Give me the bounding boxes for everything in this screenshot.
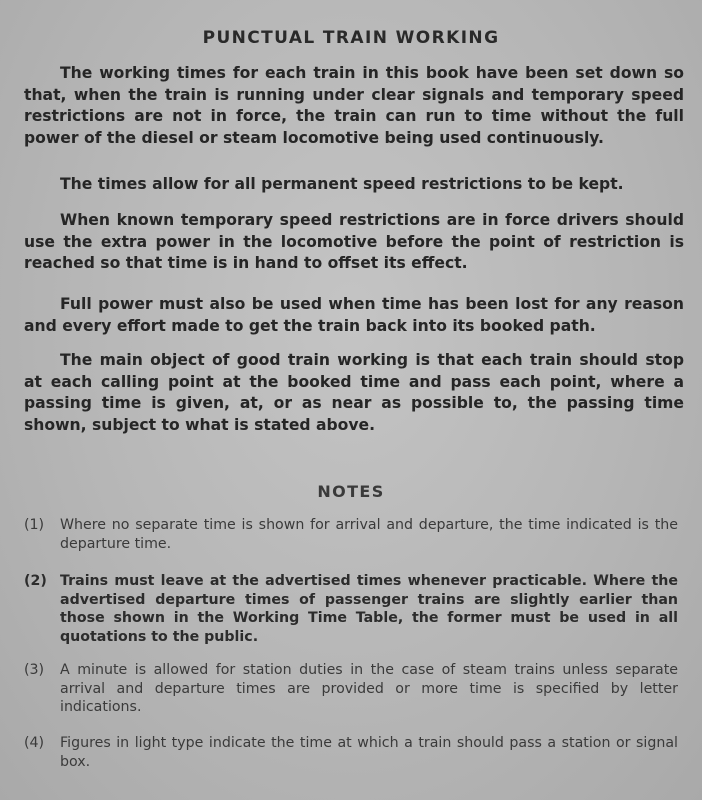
paragraph-temporary-restrictions: When known temporary speed restrictions are in force drivers should use the extra power in the locomotive before the point of restriction is reached so that time is in hand to offset its effect. [24,211,684,272]
note-text: Trains must leave at the advertised times whenever practicable. Where the advertised departure times of passenger trains are slightly earlier than those shown in the Working Time Table, the former must be used in all quotations to the public. [60,573,678,645]
note-number: (2) [24,573,47,589]
note-3 [24,661,678,717]
note-number: (3) [24,662,45,678]
paragraph-full-power: Full power must also be used when time has been lost for any reason and every effort made to get the train back into its booked path. [24,295,684,335]
note-1 [24,516,678,553]
note-2 [24,572,678,646]
note-number: (1) [24,517,45,533]
note-number: (4) [24,735,45,751]
note-text: A minute is allowed for station duties in the case of steam trains unless separate arrival and departure times are provided or more time is specified by letter indications. [60,662,678,715]
paragraph-permanent-restrictions: The times allow for all permanent speed restrictions to be kept. [60,175,624,193]
page-title: PUNCTUAL TRAIN WORKING [202,28,500,48]
note-text: Figures in light type indicate the time at which a train should pass a station or signal box. [60,735,678,770]
note-4 [24,734,678,771]
notes-heading: NOTES [317,482,385,501]
note-text: Where no separate time is shown for arrival and departure, the time indicated is the departure time. [60,517,678,552]
paragraph-main-object: The main object of good train working is that each train should stop at each calling point at the booked time and pass each point, where a passing time is given, at, or as near as possible to, the passing time shown, subject to what is stated above. [24,351,684,434]
paragraph-working-times: The working times for each train in this book have been set down so that, when the train is running under clear signals and temporary speed restrictions are not in force, the train can run to time without the full power of the diesel or steam locomotive being used continuously. [24,64,684,147]
